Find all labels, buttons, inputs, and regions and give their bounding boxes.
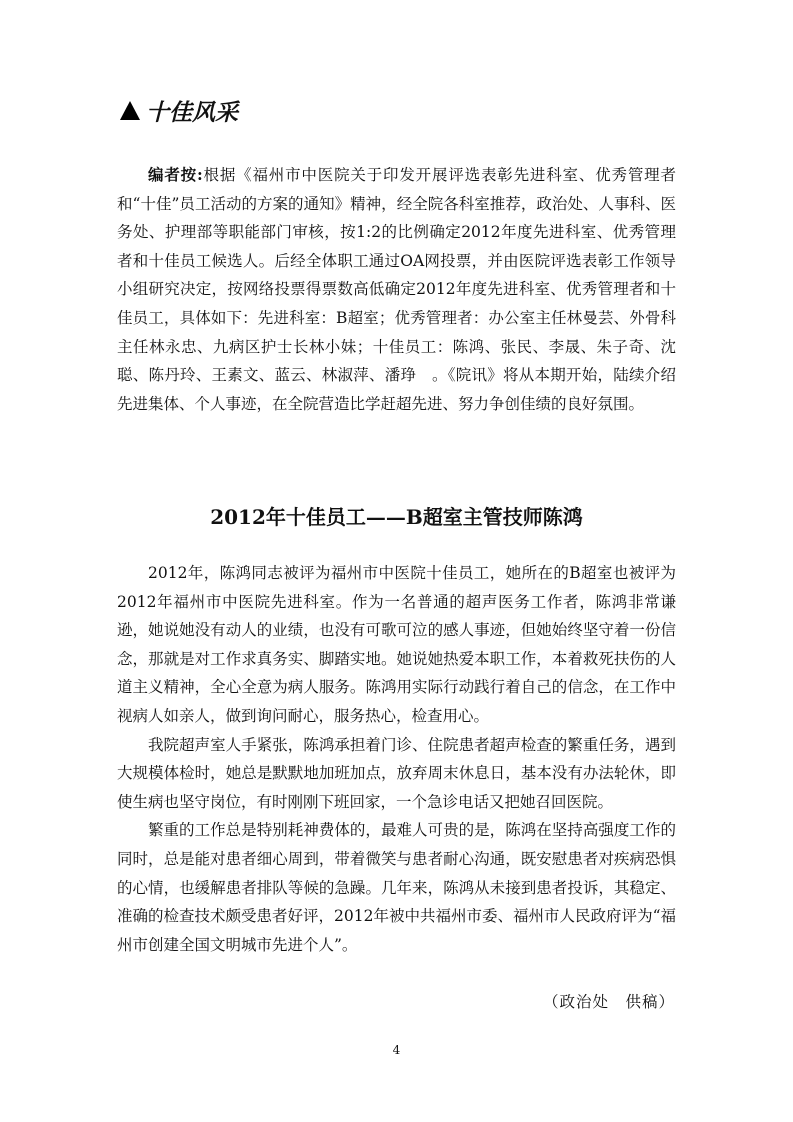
article-title: 2012年十佳员工——B超室主管技师陈鸿 bbox=[210, 505, 583, 529]
editor-note-text: 根据《福州市中医院关于印发开展评选表彰先进科室、优秀管理者和“十佳”员工活动的方案的通知》精神，经全院各科室推荐，政治处、人事科、医务处、护理部等职能部门审核，按1:2的比例确定2012年度先进科室、优秀管理者和十佳员工候选人。后经全体职工通过OA网投票，并由医院评选表彰工作领导小组研究决定，按网络投票得票数高低确定2012年度先进科室、优秀管理者和十佳员工，具体如下：先进科室：B超室；优秀管理者：办公室主任林曼芸、外骨科主任林永忠、九病区护士长林小妹；十佳员工：陈鸿、张民、李晟、朱子奇、沈聪、陈丹玲、王素文、蓝云、林淑萍、潘琤 。《院讯》将从本期开始，陆续介绍先进集体、个人事迹，在全院营造比学赶超先进、努力争创佳绩的良好氛围。 bbox=[117, 166, 676, 413]
page-number: 4 bbox=[392, 1043, 401, 1057]
section-heading-text: 十佳风采 bbox=[146, 100, 238, 126]
article-signature: （政治处 供稿） bbox=[542, 993, 675, 1011]
editor-note bbox=[117, 161, 676, 418]
section-heading bbox=[120, 94, 238, 127]
article-paragraph: 我院超声室人手紧张，陈鸿承担着门诊、住院患者超声检查的繁重任务，遇到大规模体检时，她总是默默地加班加点，放弃周末休息日，基本没有办法轮休，即使生病也坚守岗位，有时刚刚下班回家，一个急诊电话又把她召回医院。 bbox=[117, 735, 676, 811]
filled-triangle-icon bbox=[120, 101, 140, 120]
article-body bbox=[117, 559, 676, 959]
article-paragraph: 2012年，陈鸿同志被评为福州市中医院十佳员工，她所在的B超室也被评为2012年福州市中医院先进科室。作为一名普通的超声医务工作者，陈鸿非常谦逊，她说她没有动人的业绩，也没有可歌可泣的感人事迹，但她始终坚守着一份信念，那就是对工作求真务实、脚踏实地。她说她热爱本职工作，本着救死扶伤的人道主义精神，全心全意为病人服务。陈鸿用实际行动践行着自己的信念，在工作中视病人如亲人，做到询问耐心，服务热心，检查用心。 bbox=[117, 564, 676, 725]
editor-note-lead: 编者按: bbox=[148, 165, 203, 184]
article-paragraph: 繁重的工作总是特别耗神费体的，最难人可贵的是，陈鸿在坚持高强度工作的同时，总是能对患者细心周到，带着微笑与患者耐心沟通，既安慰患者对疾病恐惧的心情，也缓解患者排队等候的急躁。几年来，陈鸿从未接到患者投诉，其稳定、准确的检查技术颇受患者好评，2012年被中共福州市委、福州市人民政府评为“福州市创建全国文明城市先进个人”。 bbox=[117, 821, 676, 954]
